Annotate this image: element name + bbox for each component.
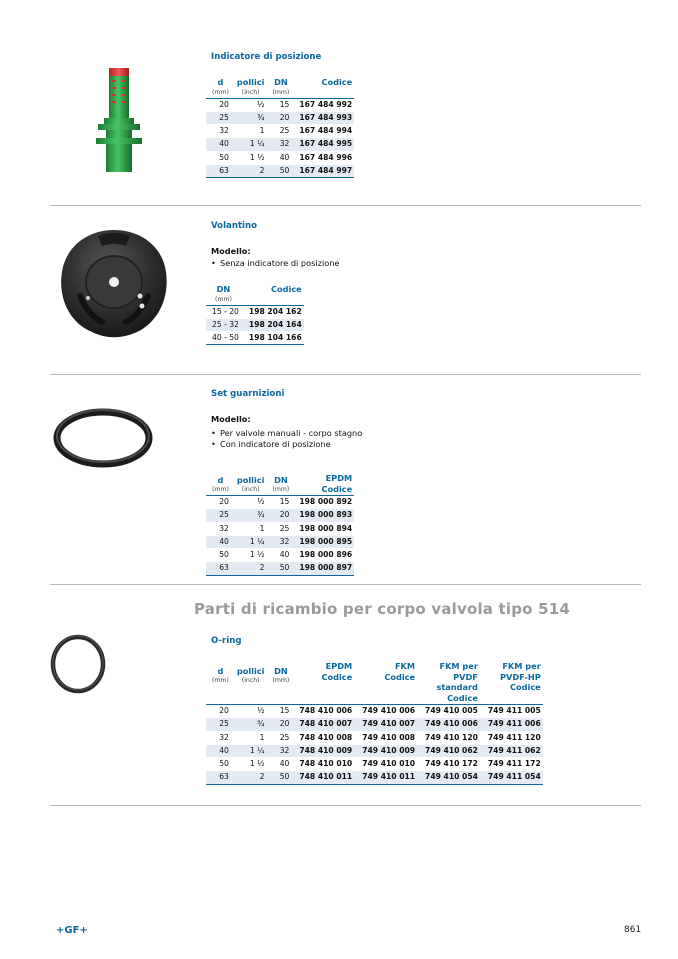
gasket-ring-image [52, 407, 154, 469]
oring-table [206, 661, 543, 785]
table-row: 25 ¾ 20 748 410 007 749 410 007 749 410 006 749 411 006 [206, 718, 543, 731]
section-title-oring: O-ring [211, 636, 242, 646]
divider [50, 374, 641, 375]
col-pollici: pollici (inch) [231, 77, 267, 98]
list-item: • Con indicatore di posizione [211, 439, 362, 450]
table-row: 20 ½ 15 167 484 992 [206, 98, 354, 111]
list-item: • Per valvole manuali - corpo stagno [211, 428, 362, 439]
table-row: 63 2 50 198 000 897 [206, 562, 354, 575]
table-row: 63 2 50 167 484 997 [206, 164, 354, 177]
table-row: 15 - 20 198 204 162 [206, 305, 304, 318]
col-codice: Codice [291, 77, 354, 98]
col-pollici: pollici (inch) [231, 661, 267, 705]
col-d: d (mm) [206, 661, 231, 705]
table-row: 25 - 32 198 204 164 [206, 318, 304, 331]
gf-logo: +GF+ [56, 925, 88, 936]
divider [50, 805, 641, 806]
divider [50, 205, 641, 206]
table-row: 40 - 50 198 104 166 [206, 332, 304, 345]
col-fkm-pvdf: FKM per PVDF standard Codice [417, 661, 480, 705]
modello-label: Modello: [211, 414, 251, 424]
table-row: 40 1 ¼ 32 748 410 009 749 410 009 749 410 062 749 411 062 [206, 744, 543, 757]
table-row: 32 1 25 748 410 008 749 410 008 749 410 120 749 411 120 [206, 731, 543, 744]
indicatore-table [206, 77, 354, 178]
col-codice: Codice [241, 284, 304, 305]
guarnizioni-table [206, 464, 354, 576]
col-fkm: FKM Codice [354, 661, 417, 705]
table-row: 40 1 ¼ 32 198 000 895 [206, 535, 354, 548]
table-row: 32 1 25 198 000 894 [206, 522, 354, 535]
position-indicator-image [92, 64, 146, 176]
table-row: 50 1 ½ 40 748 410 010 749 410 010 749 410 172 749 411 172 [206, 758, 543, 771]
col-epdm: EPDM Codice [291, 464, 354, 496]
guarnizioni-bullets [211, 428, 362, 450]
page-heading: Parti di ricambio per corpo valvola tipo 514 [194, 600, 571, 618]
col-d: d (mm) [206, 77, 231, 98]
table-row: 40 1 ¼ 32 167 484 995 [206, 138, 354, 151]
col-pollici: pollici (inch) [231, 464, 267, 496]
table-row: 32 1 25 167 484 994 [206, 125, 354, 138]
table-row: 20 ½ 15 198 000 892 [206, 496, 354, 509]
volantino-bullets [211, 258, 339, 269]
col-fkm-pvdf-hp: FKM per PVDF-HP Codice [480, 661, 543, 705]
section-title-guarnizioni: Set guarnizioni [211, 389, 285, 399]
col-dn: DN (mm) [266, 661, 291, 705]
o-ring-image [49, 633, 107, 695]
section-title-indicatore: Indicatore di posizione [211, 52, 322, 62]
list-item: • Senza indicatore di posizione [211, 258, 339, 269]
col-dn: DN (mm) [266, 77, 291, 98]
col-epdm: EPDM Codice [291, 661, 354, 705]
handwheel-image [58, 226, 170, 340]
divider [50, 584, 641, 585]
col-dn: DN (mm) [206, 284, 241, 305]
modello-label: Modello: [211, 246, 251, 256]
col-d: d (mm) [206, 464, 231, 496]
table-row: 63 2 50 748 410 011 749 410 011 749 410 054 749 411 054 [206, 771, 543, 784]
col-dn: DN (mm) [266, 464, 291, 496]
page-number: 861 [624, 925, 642, 935]
volantino-table [206, 284, 304, 345]
table-row: 20 ½ 15 748 410 006 749 410 006 749 410 005 749 411 005 [206, 705, 543, 718]
section-title-volantino: Volantino [211, 221, 258, 231]
table-row: 25 ¾ 20 198 000 893 [206, 509, 354, 522]
table-row: 50 1 ½ 40 198 000 896 [206, 549, 354, 562]
table-row: 50 1 ½ 40 167 484 996 [206, 151, 354, 164]
table-row: 25 ¾ 20 167 484 993 [206, 111, 354, 124]
